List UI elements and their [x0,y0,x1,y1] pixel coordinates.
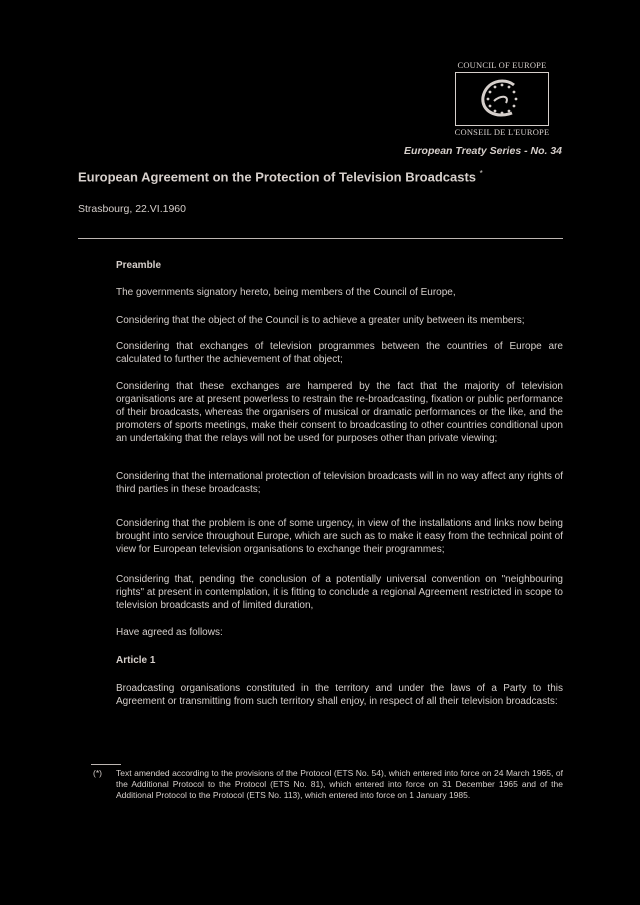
paragraph: Considering that the international protection of television broadcasts will in no way affect any rights of third parties in these broadcasts; [116,471,563,495]
logo-top-text: COUNCIL OF EUROPE [457,60,547,70]
council-of-europe-logo [452,60,552,140]
paragraph: Have agreed as follows: [116,627,223,638]
logo-bottom-text: CONSEIL DE L'EUROPE [454,127,550,137]
footnote-divider [91,764,121,765]
paragraph: Considering that the problem is one of some urgency, in view of the installations and links now being brought into service throughout Europe, which are such as to make it easy from the technical point of view for European television organisations to exchange their programmes; [116,518,563,555]
preamble-heading: Preamble [116,260,162,271]
treaty-series: European Treaty Series - No. 34 [404,145,562,157]
footnote-text: Text amended according to the provisions of the Protocol (ETS No. 54), which entered into force on 24 March 1965, of the Additional Protocol to the Protocol (ETS No. 81), which entered into force on 31 December 1965 and of the Additional Protocol to the Protocol (ETS No. 113), which entered into force on 1 January 1985. [116,768,563,800]
title-text: European Agreement on the Protection of Television Broadcasts [78,169,477,185]
divider [78,238,563,239]
article-paragraph: Broadcasting organisations constituted in the territory and under the laws of a Party to this Agreement or transmitting from such territory shall enjoy, in respect of all their television broadcasts: [116,683,563,707]
title-footnote-mark: * [479,169,483,178]
paragraph: Considering that, pending the conclusion of a potentially universal convention on "neighbouring rights" at present in contemplation, it is fitting to conclude a regional Agreement restricted in scope to television broadcasts and of limited duration, [116,574,563,611]
logo-emblem [455,72,549,126]
footnote-mark: (*) [93,768,102,778]
paragraph: Considering that the object of the Council is to achieve a greater unity between its members; [116,315,525,326]
paragraph: Considering that these exchanges are hampered by the fact that the majority of television organisations are at present powerless to restrain the re-broadcasting, fixation or public performance of their broadcasts, whereas the organisers of musical or dramatic performances or the like, and the promoters of sports meetings, make their consent to broadcasting to other countries conditional upon an undertaking that the relays will not be used for purposes other than private viewing; [116,381,563,444]
stars-circle-icon [456,73,548,125]
document-title [78,169,483,184]
paragraph: Considering that exchanges of television programmes between the countries of Europe are calculated to further the achievement of that object; [116,341,563,365]
article-heading: Article 1 [116,655,156,666]
paragraph: The governments signatory hereto, being members of the Council of Europe, [116,287,456,298]
place-date: Strasbourg, 22.VI.1960 [78,203,186,215]
